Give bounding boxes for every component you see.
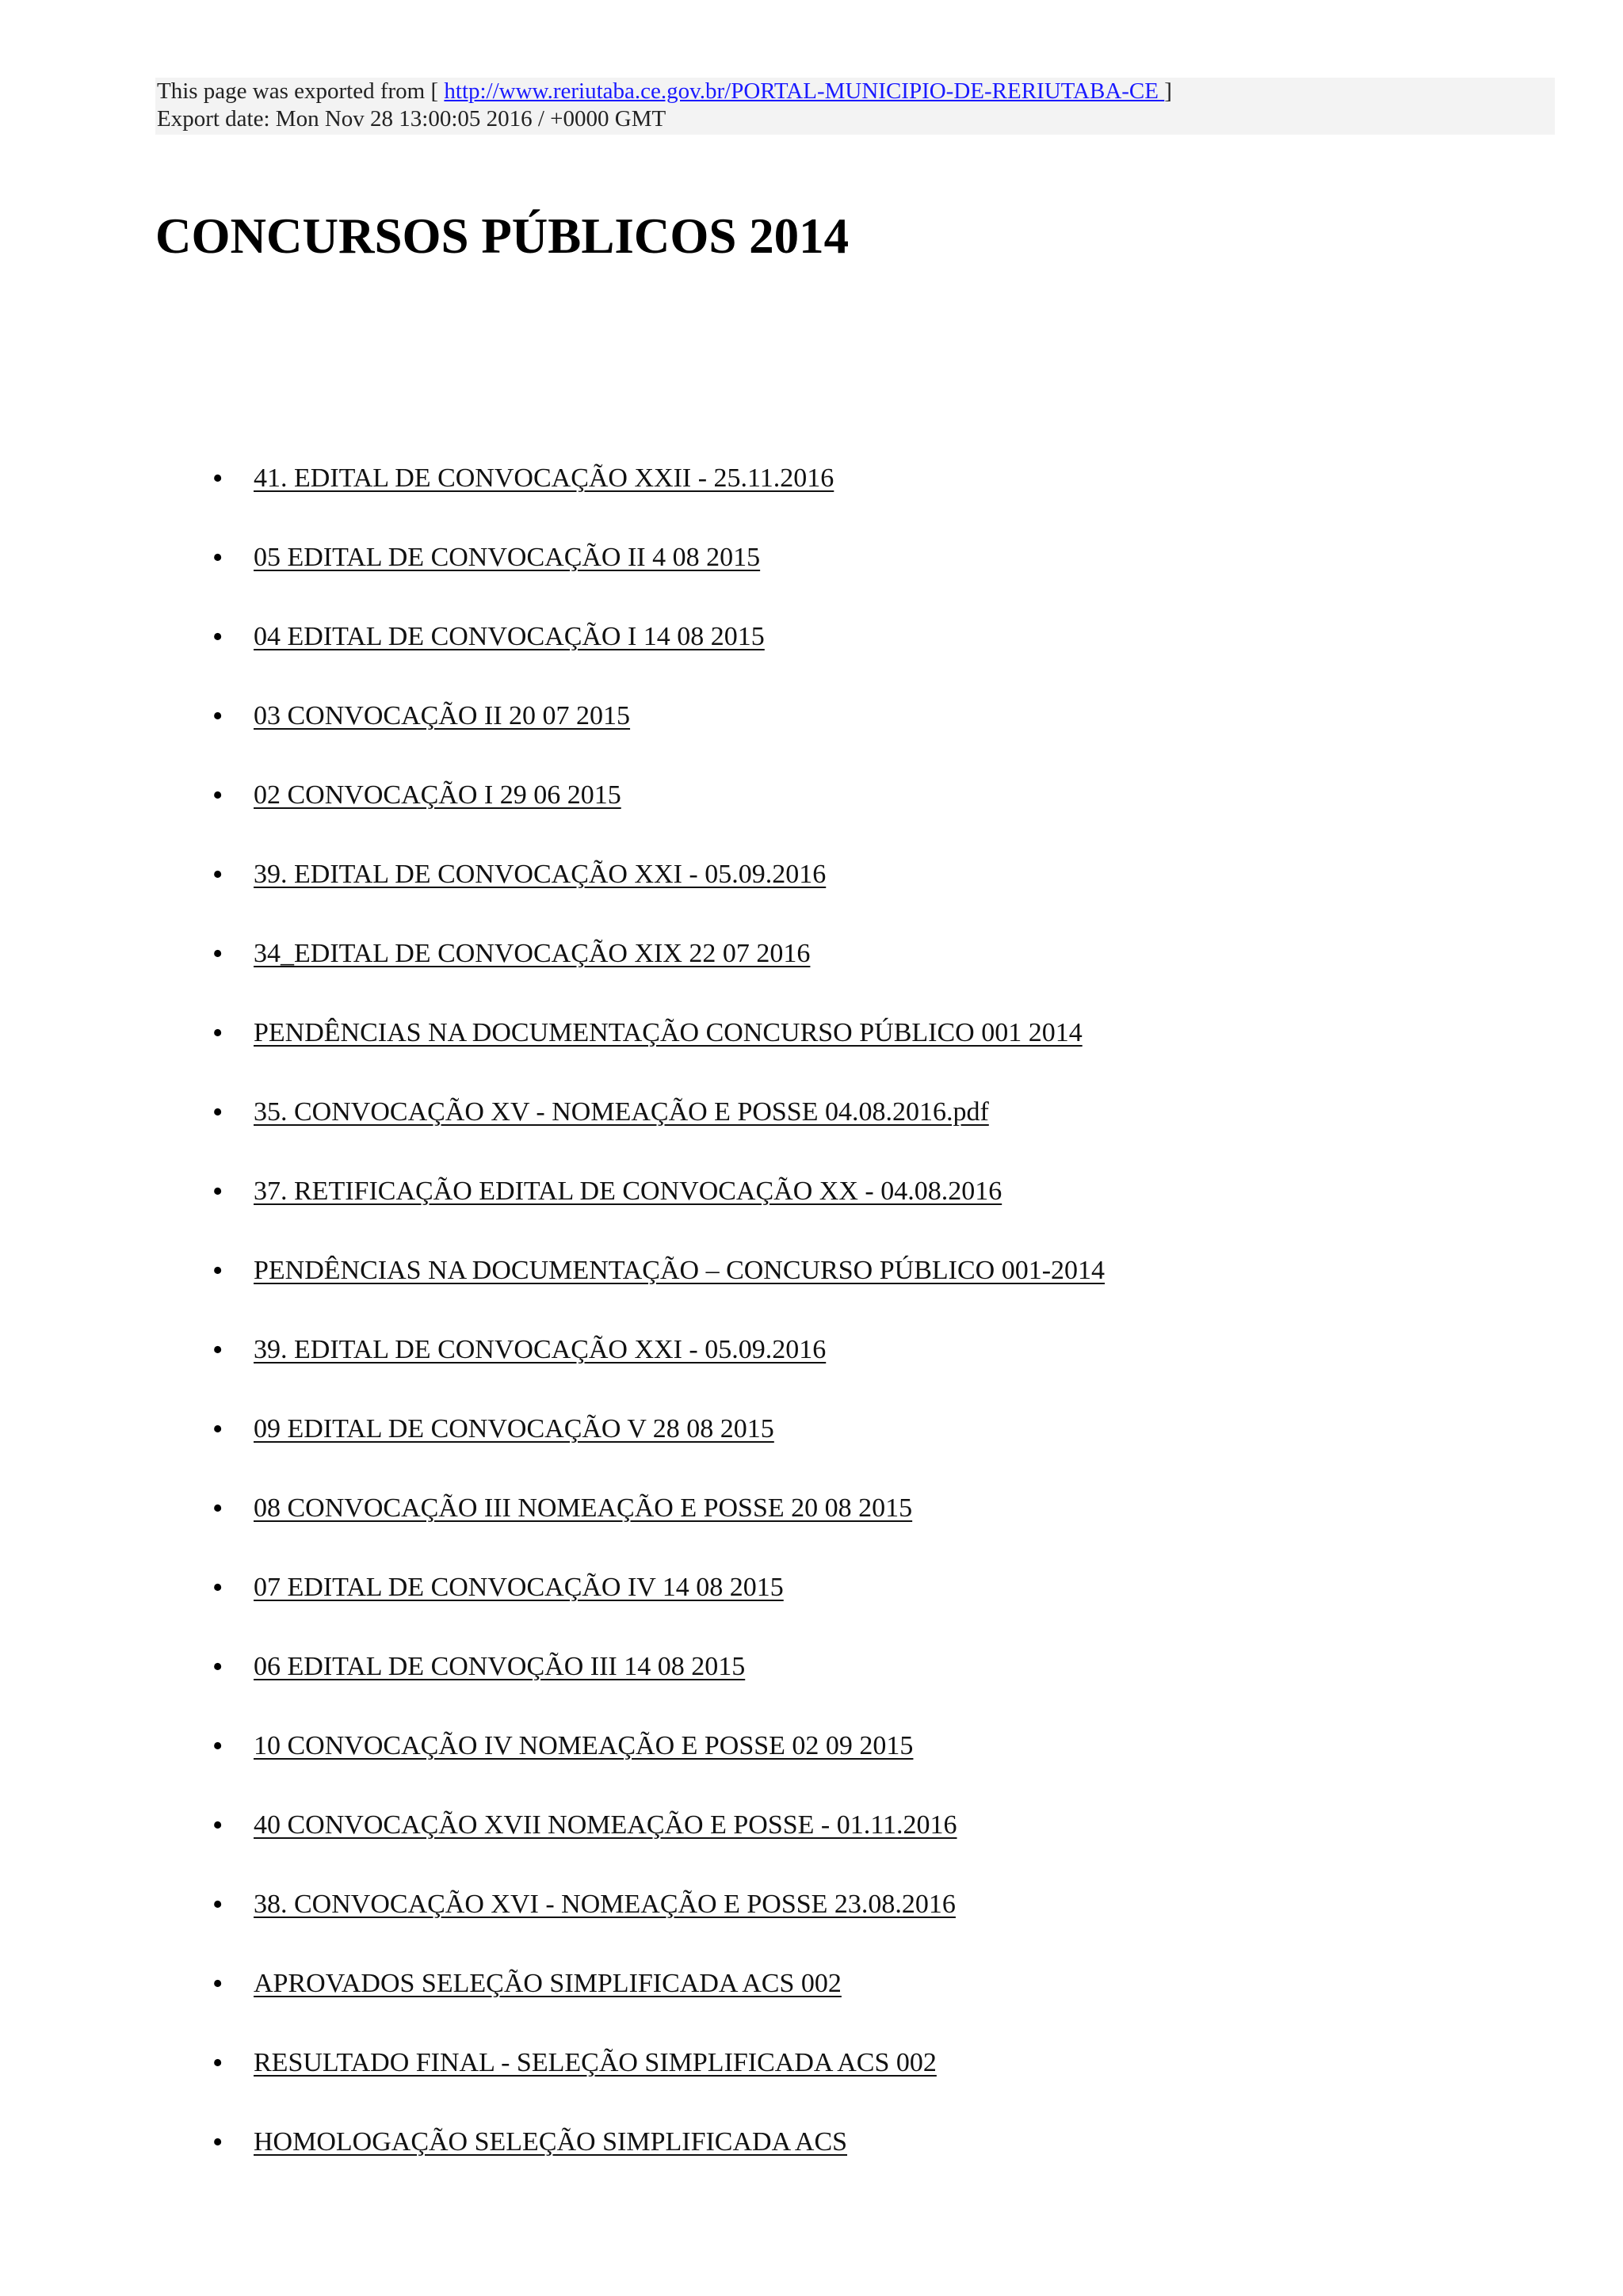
document-link[interactable]: 04 EDITAL DE CONVOCAÇÃO I 14 08 2015: [254, 622, 765, 651]
bullet-icon: •: [212, 1650, 223, 1684]
bullet-icon: •: [212, 1967, 223, 2000]
document-link[interactable]: 08 CONVOCAÇÃO III NOMEAÇÃO E POSSE 20 08 2015: [254, 1493, 913, 1523]
document-link[interactable]: PENDÊNCIAS NA DOCUMENTAÇÃO CONCURSO PÚBLICO 001 2014: [254, 1018, 1083, 1047]
document-link[interactable]: 39. EDITAL DE CONVOCAÇÃO XXI - 05.09.2016: [254, 860, 827, 889]
export-source-link[interactable]: http://www.reriutaba.ce.gov.br/PORTAL-MUNICIPIO-DE-RERIUTABA-CE: [444, 78, 1165, 104]
document-link[interactable]: PENDÊNCIAS NA DOCUMENTAÇÃO – CONCURSO PÚBLICO 001-2014: [254, 1256, 1106, 1285]
document-link[interactable]: 09 EDITAL DE CONVOCAÇÃO V 28 08 2015: [254, 1414, 774, 1444]
export-source-suffix: ]: [1164, 78, 1172, 104]
bullet-icon: •: [212, 620, 223, 654]
bullet-icon: •: [212, 779, 223, 812]
bullet-icon: •: [212, 1492, 223, 1525]
document-link[interactable]: 40 CONVOCAÇÃO XVII NOMEAÇÃO E POSSE - 01.11.2016: [254, 1810, 957, 1840]
bullet-icon: •: [212, 541, 223, 574]
document-link[interactable]: 06 EDITAL DE CONVOÇÃO III 14 08 2015: [254, 1652, 746, 1681]
bullet-icon: •: [212, 1413, 223, 1446]
document-link[interactable]: 37. RETIFICAÇÃO EDITAL DE CONVOCAÇÃO XX - 04.08.2016: [254, 1177, 1002, 1206]
bullet-icon: •: [212, 1016, 223, 1050]
bullet-icon: •: [212, 1571, 223, 1604]
page-title: CONCURSOS PÚBLICOS 2014: [155, 208, 850, 264]
bullet-icon: •: [212, 1888, 223, 1921]
document-link[interactable]: 38. CONVOCAÇÃO XVI - NOMEAÇÃO E POSSE 23.08.2016: [254, 1890, 956, 1919]
bullet-icon: •: [212, 937, 223, 971]
document-link[interactable]: 39. EDITAL DE CONVOCAÇÃO XXI - 05.09.2016: [254, 1335, 827, 1364]
export-source-prefix: This page was exported from [: [157, 78, 445, 104]
document-link[interactable]: 10 CONVOCAÇÃO IV NOMEAÇÃO E POSSE 02 09 2015: [254, 1731, 914, 1760]
document-link[interactable]: HOMOLOGAÇÃO SELEÇÃO SIMPLIFICADA ACS: [254, 2127, 848, 2157]
document-link[interactable]: 07 EDITAL DE CONVOCAÇÃO IV 14 08 2015: [254, 1573, 784, 1602]
export-date: Export date: Mon Nov 28 13:00:05 2016 / +0000 GMT: [157, 106, 666, 132]
document-link[interactable]: 35. CONVOCAÇÃO XV - NOMEAÇÃO E POSSE 04.08.2016.pdf: [254, 1097, 989, 1127]
bullet-icon: •: [212, 700, 223, 733]
document-link[interactable]: 03 CONVOCAÇÃO II 20 07 2015: [254, 701, 631, 730]
export-source-line: [155, 78, 1555, 105]
document-link[interactable]: 02 CONVOCAÇÃO I 29 06 2015: [254, 780, 621, 810]
document-link[interactable]: RESULTADO FINAL - SELEÇÃO SIMPLIFICADA ACS 002: [254, 2048, 937, 2077]
bullet-icon: •: [212, 858, 223, 891]
document-link[interactable]: 41. EDITAL DE CONVOCAÇÃO XXII - 25.11.2016: [254, 463, 834, 493]
document-link[interactable]: APROVADOS SELEÇÃO SIMPLIFICADA ACS 002: [254, 1969, 842, 1998]
bullet-icon: •: [212, 1175, 223, 1208]
bullet-icon: •: [212, 462, 223, 495]
bullet-icon: •: [212, 1730, 223, 1763]
bullet-icon: •: [212, 1096, 223, 1129]
document-link[interactable]: 34_EDITAL DE CONVOCAÇÃO XIX 22 07 2016: [254, 939, 811, 968]
bullet-icon: •: [212, 1809, 223, 1842]
bullet-icon: •: [212, 1254, 223, 1287]
bullet-icon: •: [212, 2046, 223, 2080]
bullet-icon: •: [212, 1333, 223, 1367]
bullet-icon: •: [212, 2126, 223, 2159]
export-header: [155, 78, 1555, 135]
document-link[interactable]: 05 EDITAL DE CONVOCAÇÃO II 4 08 2015: [254, 543, 761, 572]
